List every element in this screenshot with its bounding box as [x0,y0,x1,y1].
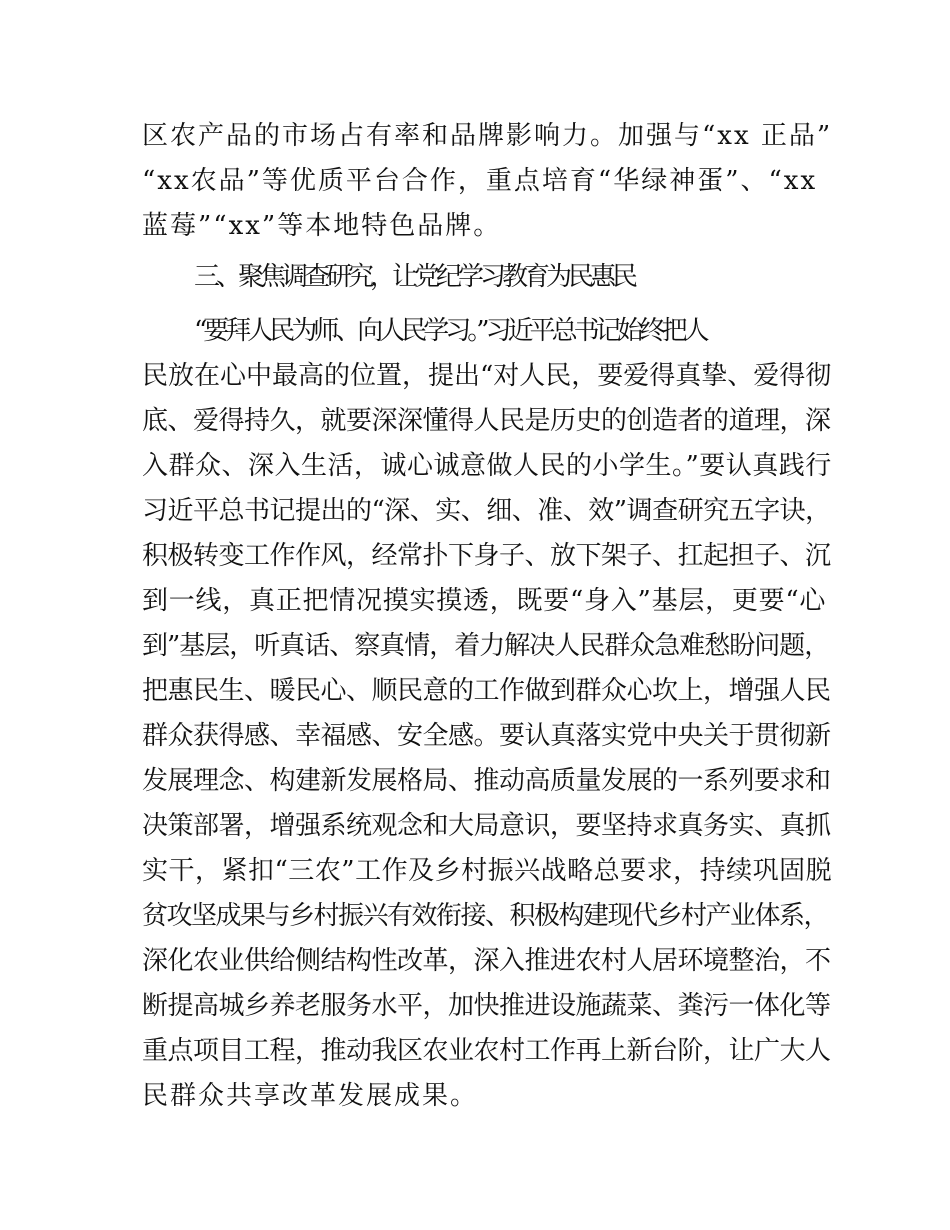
paragraph-line: 贫攻坚成果与乡村振兴有效衔接、积极构建现代乡村产业体系， [142,901,829,931]
paragraph-line: 习近平总书记提出的“深、实、细、准、效”调查研究五字诀， [142,496,831,526]
paragraph-line: 民放在心中最高的位置，提出“对人民，要爱得真挚、爱得彻 [142,361,832,391]
paragraph-line: 把惠民生、暖民心、顺民意的工作做到群众心坎上，增强人民 [142,676,831,706]
paragraph-line: 蓝莓”“xx”等本地特色品牌。 [142,211,502,241]
paragraph-line: “要拜人民为师、向人民学习。”习近平总书记始终把人 [194,316,706,346]
paragraph-line: 深化农业供给侧结构性改革，深入推进农村人居环境整治，不 [142,946,831,976]
paragraph-line: 决策部署，增强系统观念和大局意识，要坚持求真务实、真抓 [142,811,831,841]
paragraph-line: 到一线，真正把情况摸实摸透，既要“身入”基层，更要“心 [142,586,827,616]
paragraph-line: 断提高城乡养老服务水平，加快推进设施蔬菜、粪污一体化等 [142,991,831,1021]
paragraph-line: 区农产品的市场占有率和品牌影响力。加强与“xx 正品” [142,121,833,151]
section-heading: 三、聚焦调查研究，让党纪学习教育为民惠民 [194,262,635,292]
paragraph-line: 底、爱得持久，就要深深懂得人民是历史的创造者的道理，深 [142,406,831,436]
paragraph-line: 群众获得感、幸福感、安全感。要认真落实党中央关于贯彻新 [142,721,831,751]
paragraph-line: 积极转变工作作风，经常扑下身子、放下架子、扛起担子、沉 [142,541,831,571]
paragraph-line: 到”基层，听真话、察真情，着力解决人民群众急难愁盼问题， [142,631,830,661]
paragraph-line: 入群众、深入生活，诚心诚意做人民的小学生。”要认真践行 [142,451,832,481]
paragraph-line: 发展理念、构建新发展格局、推动高质量发展的一系列要求和 [142,766,831,796]
paragraph-line: “xx农品”等优质平台合作，重点培育“华绿神蛋”、“xx [142,166,818,196]
paragraph-line: 实干，紧扣“三农”工作及乡村振兴战略总要求，持续巩固脱 [142,856,833,886]
paragraph-line: 重点项目工程，推动我区农业农村工作再上新台阶，让广大人 [142,1036,831,1066]
paragraph-line: 民群众共享改革发展成果。 [142,1081,479,1111]
